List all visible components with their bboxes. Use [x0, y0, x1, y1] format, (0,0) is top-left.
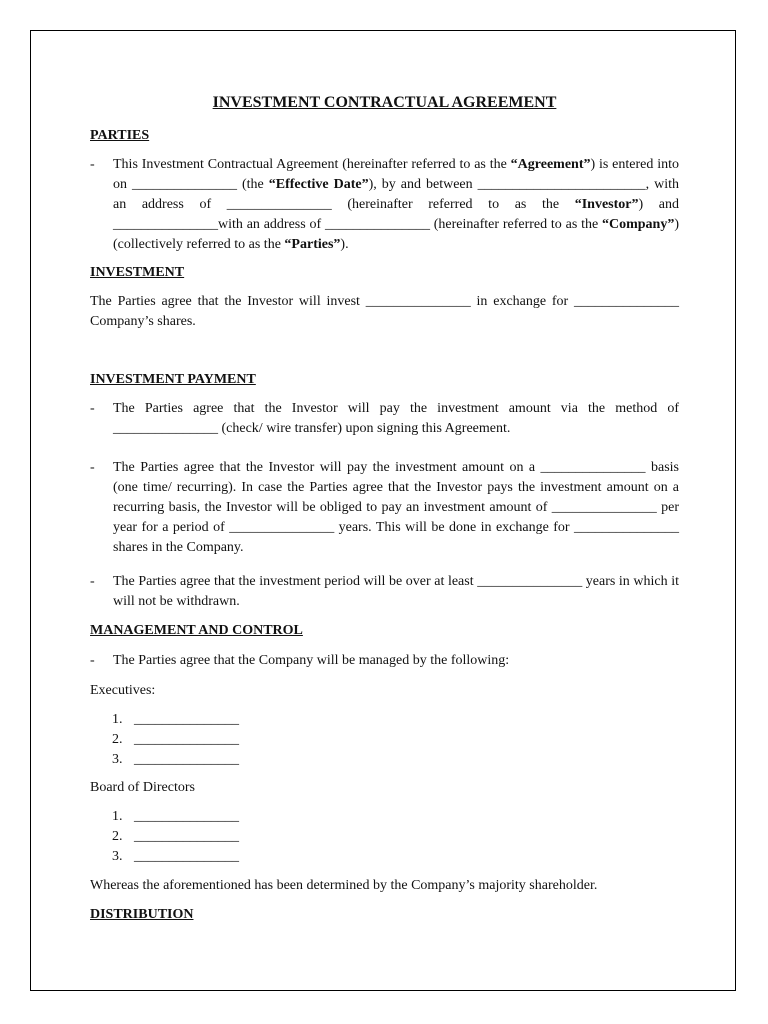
heading-management: MANAGEMENT AND CONTROL: [90, 623, 303, 638]
payment-bullet-text: The Parties agree that the Investor will pay the investment amount on a _______________ basis (one time/ recurring). In case the Parties agree that the Investor pays the investment amount on a recurring basis, the Investor will be obliged to pay an investment amount of _______________ per year for a period of _______________ years. This will be done in exchange for _______________ shares in the Company.: [113, 460, 679, 555]
investment-paragraph: The Parties agree that the Investor will invest _______________ in exchange for _______________ Company’s shares.: [90, 294, 679, 329]
executives-label: Executives:: [90, 683, 156, 698]
blank-line: _______________: [134, 732, 239, 747]
document-title: INVESTMENT CONTRACTUAL AGREEMENT: [212, 94, 557, 111]
bullet-dash: -: [90, 460, 95, 475]
blank-line: _______________: [134, 849, 239, 864]
blank-line: _______________: [134, 829, 239, 844]
blank-line: _______________: [134, 712, 239, 727]
bullet-dash: -: [90, 574, 95, 589]
bullet-dash: -: [90, 653, 95, 668]
heading-investment-payment: INVESTMENT PAYMENT: [90, 372, 256, 387]
payment-bullet-2: [90, 458, 679, 558]
board-label: Board of Directors: [90, 780, 195, 795]
management-bullet: [90, 651, 679, 671]
payment-bullet-1: [90, 399, 679, 439]
payment-bullet-text: The Parties agree that the Investor will pay the investment amount via the method of _______________ (check/ wire transfer) upon signing this Agreement.: [113, 401, 679, 436]
payment-bullet-3: [90, 572, 679, 612]
list-item: 1. _______________: [112, 809, 239, 824]
payment-bullet-text: The Parties agree that the investment period will be over at least _______________ years in which it will not be withdrawn.: [113, 574, 679, 609]
list-item: 3. _______________: [112, 849, 239, 864]
executives-list: [112, 710, 239, 770]
list-item: 2. _______________: [112, 732, 239, 747]
board-list: [112, 807, 239, 867]
whereas-paragraph: Whereas the aforementioned has been determined by the Company’s majority shareholder.: [90, 878, 598, 893]
heading-parties: PARTIES: [90, 128, 150, 143]
list-item: 3. _______________: [112, 752, 239, 767]
bullet-dash: -: [90, 157, 95, 172]
list-item: 2. _______________: [112, 829, 239, 844]
blank-line: _______________: [134, 752, 239, 767]
blank-line: _______________: [134, 809, 239, 824]
document-page: [30, 30, 736, 991]
heading-investment: INVESTMENT: [90, 265, 185, 280]
list-item: 1. _______________: [112, 712, 239, 727]
management-bullet-text: The Parties agree that the Company will be managed by the following:: [113, 653, 510, 668]
bullet-dash: -: [90, 401, 95, 416]
parties-text: This Investment Contractual Agreement (hereinafter referred to as the “Agreement”) is entered into on _______________ (the “Effective Date”), by and between ________________________, with an address of _______________ (hereinafter referred to as the “Investor”) and _______________with an address of _______________ (hereinafter referred to as the “Company”) (collectively referred to as the “Parties”).: [113, 157, 679, 252]
heading-distribution: DISTRIBUTION: [90, 907, 194, 922]
parties-bullet: [90, 155, 679, 255]
